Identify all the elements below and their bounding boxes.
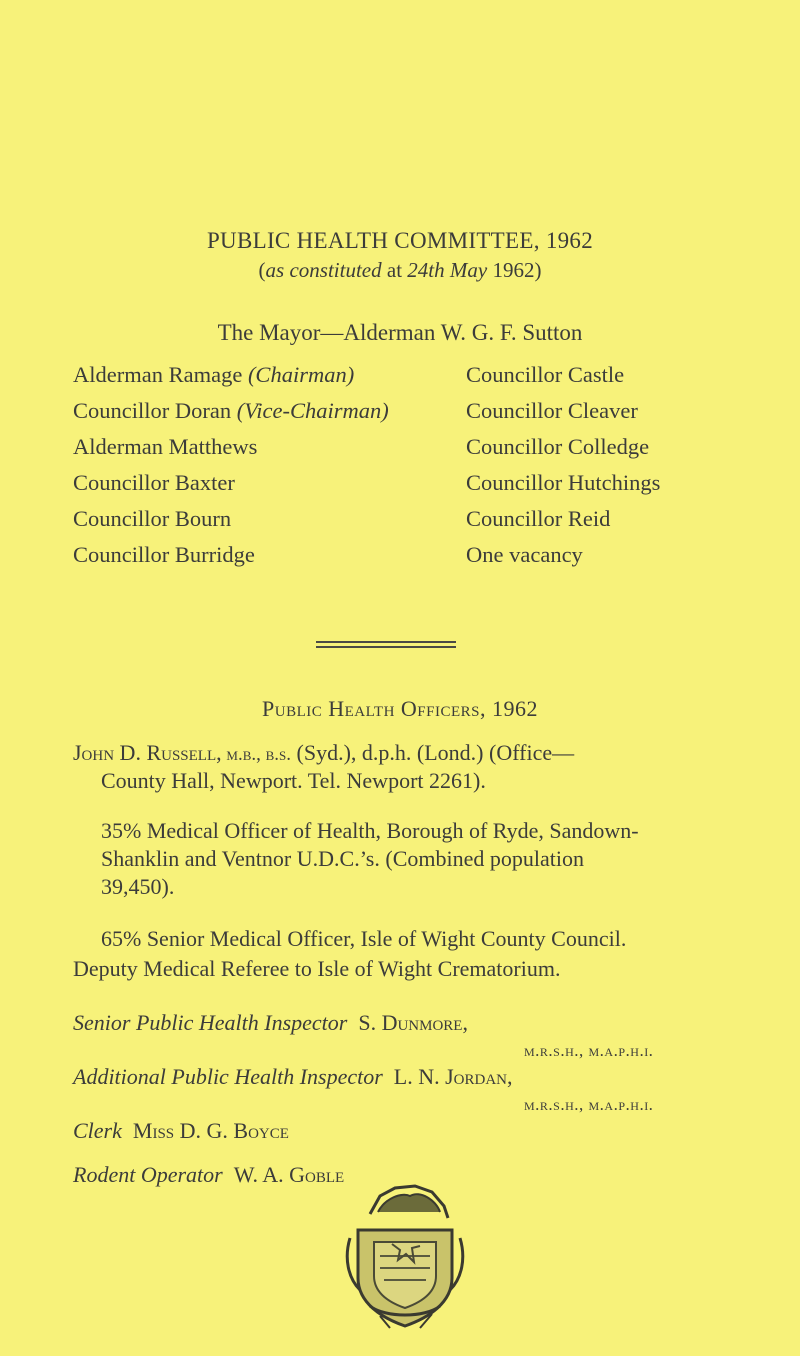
staff-name: L. N. Jordan, — [393, 1064, 513, 1089]
subtitle-close: 1962) — [487, 258, 542, 282]
staff-name: S. Dunmore, — [358, 1010, 468, 1035]
para1-line-2: Shanklin and Ventnor U.D.C.’s. (Combined population — [101, 846, 584, 871]
staff-role: Senior Public Health Inspector — [73, 1010, 348, 1035]
mayor-line: The Mayor—Alderman W. G. F. Sutton — [217, 320, 583, 345]
para2-line-2: Deputy Medical Referee to Isle of Wight Crematorium. — [73, 956, 561, 981]
officers-title: Public Health Officers, 1962 — [262, 696, 538, 721]
divider-rule-top — [316, 641, 456, 643]
staff-role: Clerk — [73, 1118, 122, 1143]
member-left-1 — [73, 398, 389, 424]
moh-line-2: County Hall, Newport. Tel. Newport 2261). — [101, 768, 486, 793]
committee-title: PUBLIC HEALTH COMMITTEE, 1962 — [206, 228, 594, 253]
subtitle-open: ( — [258, 258, 266, 282]
member-name: Councillor Baxter — [73, 470, 235, 495]
staff-senior-inspector-quals: m.r.s.h., m.a.p.h.i. — [524, 1041, 654, 1060]
moh-line-1-rest: (Syd.), d.p.h. (Lond.) (Office— — [291, 740, 575, 765]
divider-rule-bottom — [316, 646, 456, 648]
subtitle-italic-constituted: as constituted — [265, 258, 382, 282]
member-left-5 — [73, 542, 255, 568]
staff-role: Rodent Operator — [73, 1162, 223, 1187]
moh-quals: m.b., b.s. — [221, 744, 292, 765]
subtitle-italic-date: 24th May — [407, 258, 488, 282]
para2-line-1: 65% Senior Medical Officer, Isle of Wight County Council. — [101, 926, 627, 951]
member-right-4: Councillor Reid — [466, 506, 611, 531]
committee-subtitle — [0, 258, 800, 283]
member-left-4 — [73, 506, 231, 532]
member-right-3: Councillor Hutchings — [466, 470, 661, 495]
staff-role: Additional Public Health Inspector — [73, 1064, 383, 1089]
member-name: Councillor Bourn — [73, 506, 232, 531]
staff-clerk — [73, 1118, 289, 1144]
para1-line-1: 35% Medical Officer of Health, Borough of Ryde, Sandown- — [101, 818, 639, 843]
member-left-2 — [73, 434, 257, 460]
member-right-2: Councillor Colledge — [466, 434, 650, 459]
member-right-0: Councillor Castle — [466, 362, 625, 387]
staff-senior-inspector — [73, 1010, 468, 1036]
member-role: (Vice-Chairman) — [236, 398, 389, 423]
borough-coat-of-arms-icon — [340, 1178, 470, 1333]
member-left-3 — [73, 470, 235, 496]
staff-name: Miss D. G. Boyce — [132, 1118, 289, 1143]
member-name: Alderman Ramage — [73, 362, 248, 387]
para1-line-3: 39,450). — [101, 874, 175, 899]
staff-additional-inspector — [73, 1064, 513, 1090]
member-name: Councillor Doran — [73, 398, 237, 423]
member-right-1: Councillor Cleaver — [466, 398, 638, 423]
staff-rodent-operator — [73, 1162, 344, 1188]
moh-name: John D. Russell, — [73, 740, 222, 765]
staff-name: W. A. Goble — [233, 1162, 345, 1187]
member-right-5: One vacancy — [466, 542, 583, 567]
member-left-0 — [73, 362, 354, 388]
member-role: (Chairman) — [247, 362, 355, 387]
subtitle-at: at — [381, 258, 408, 282]
staff-additional-inspector-quals: m.r.s.h., m.a.p.h.i. — [524, 1095, 654, 1114]
member-name: Alderman Matthews — [73, 434, 258, 459]
member-name: Councillor Burridge — [73, 542, 255, 567]
moh-line-1 — [73, 740, 574, 766]
